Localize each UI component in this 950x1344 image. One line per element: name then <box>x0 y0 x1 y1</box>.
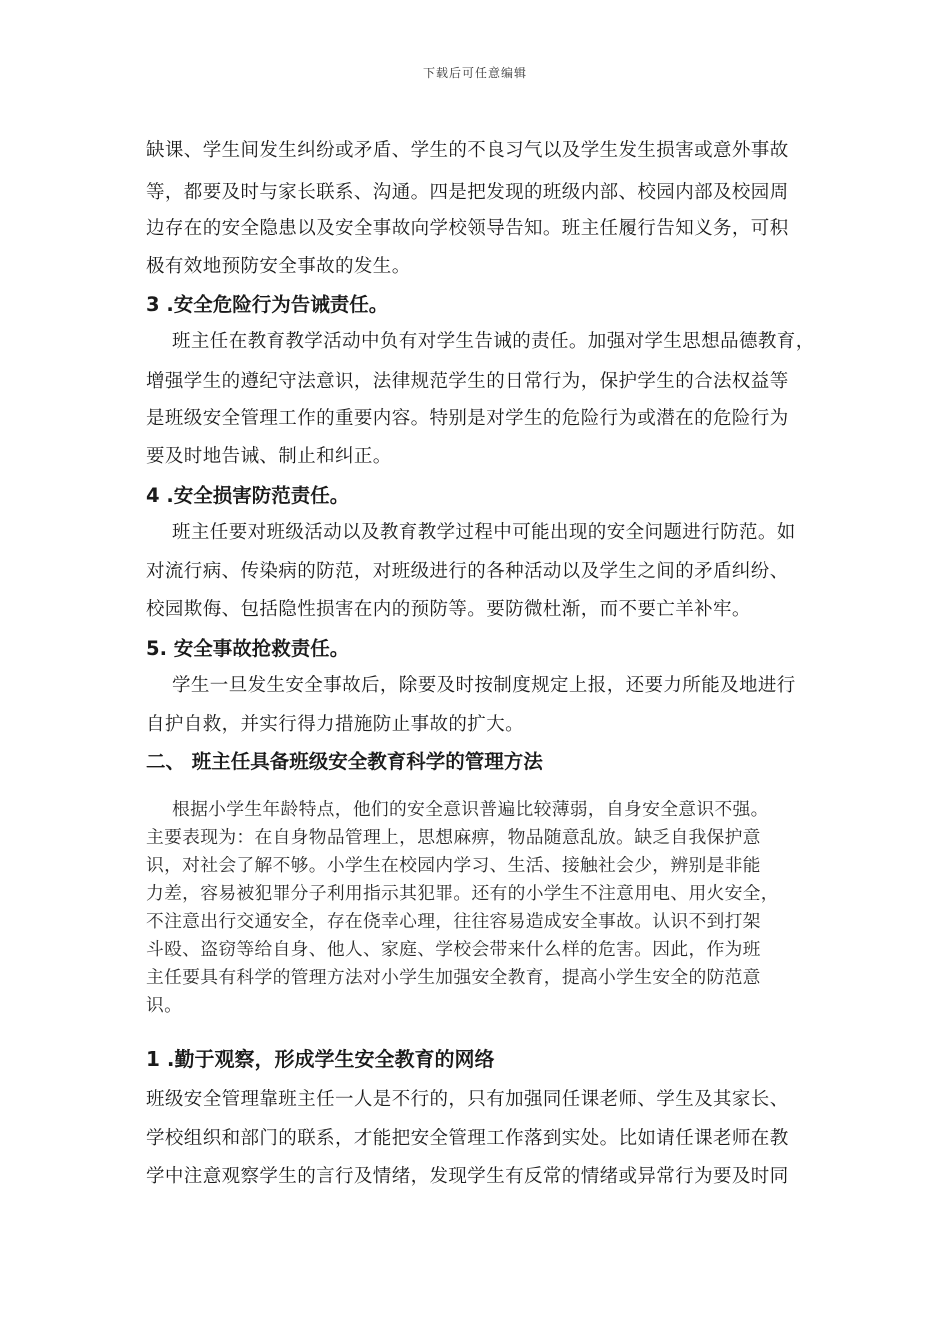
section-heading-3: 3 .安全危险行为告诫责任。 <box>146 293 389 316</box>
paragraph-line: 班主任在教育教学活动中负有对学生告诫的责任。加强对学生思想品德教育， <box>172 331 815 352</box>
paragraph-line: 自护自救，并实行得力措施防止事故的扩大。 <box>146 714 525 735</box>
paragraph-line: 学生一旦发生安全事故后，除要及时按制度规定上报，还要力所能及地进行 <box>172 675 796 696</box>
paragraph-line: 根据小学生年龄特点，他们的安全意识普遍比较薄弱，自身安全意识不强。 <box>172 799 769 820</box>
paragraph-line: 班主任要对班级活动以及教育教学过程中可能出现的安全问题进行防范。如 <box>172 522 796 543</box>
paragraph-line: 力差，容易被犯罪分子利用指示其犯罪。还有的小学生不注意用电、用火安全， <box>146 883 779 904</box>
section-heading-5: 5. 安全事故抢救责任。 <box>146 637 350 660</box>
paragraph-line: 要及时地告诫、制止和纠正。 <box>146 446 392 467</box>
paragraph-line: 对流行病、传染病的防范，对班级进行的各种活动以及学生之间的矛盾纠纷、 <box>146 561 789 582</box>
paragraph-line: 校园欺侮、包括隐性损害在内的预防等。要防微杜渐，而不要亡羊补牢。 <box>146 599 751 620</box>
subsection-heading-1: 1 .勤于观察，形成学生安全教育的网络 <box>146 1047 495 1071</box>
paragraph-line: 班级安全管理靠班主任一人是不行的，只有加强同任课老师、学生及其家长、 <box>146 1089 789 1110</box>
part-heading-2: 二、 班主任具备班级安全教育科学的管理方法 <box>146 750 543 773</box>
section-heading-4: 4 .安全损害防范责任。 <box>146 484 350 507</box>
paragraph-line: 不注意出行交通安全，存在侥幸心理，往往容易造成安全事故。认识不到打架 <box>146 911 761 932</box>
page-header-note: 下载后可任意编辑 <box>422 66 527 80</box>
paragraph-line: 识。 <box>146 995 183 1016</box>
paragraph-line: 等，都要及时与家长联系、沟通。四是把发现的班级内部、校园内部及校园周 <box>146 182 789 203</box>
paragraph-line: 是班级安全管理工作的重要内容。特别是对学生的危险行为或潜在的危险行为 <box>146 408 789 429</box>
paragraph-line: 增强学生的遵纪守法意识，法律规范学生的日常行为，保护学生的合法权益等 <box>146 371 789 392</box>
paragraph-line: 主要表现为：在自身物品管理上，思想麻痹，物品随意乱放。缺乏自我保护意 <box>146 827 761 848</box>
paragraph-line: 极有效地预防安全事故的发生。 <box>146 256 411 277</box>
paragraph-line: 斗殴、盗窃等给自身、他人、家庭、学校会带来什么样的危害。因此，作为班 <box>146 939 761 960</box>
paragraph-line: 边存在的安全隐患以及安全事故向学校领导告知。班主任履行告知义务，可积 <box>146 218 789 239</box>
paragraph-line: 主任要具有科学的管理方法对小学生加强安全教育，提高小学生安全的防范意 <box>146 967 761 988</box>
paragraph-line: 缺课、学生间发生纠纷或矛盾、学生的不良习气以及学生发生损害或意外事故 <box>146 140 789 161</box>
paragraph-line: 识，对社会了解不够。小学生在校园内学习、生活、接触社会少，辨别是非能 <box>146 855 761 876</box>
paragraph-line: 学中注意观察学生的言行及情绪，发现学生有反常的情绪或异常行为要及时同 <box>146 1166 789 1187</box>
paragraph-line: 学校组织和部门的联系，才能把安全管理工作落到实处。比如请任课老师在教 <box>146 1128 789 1149</box>
